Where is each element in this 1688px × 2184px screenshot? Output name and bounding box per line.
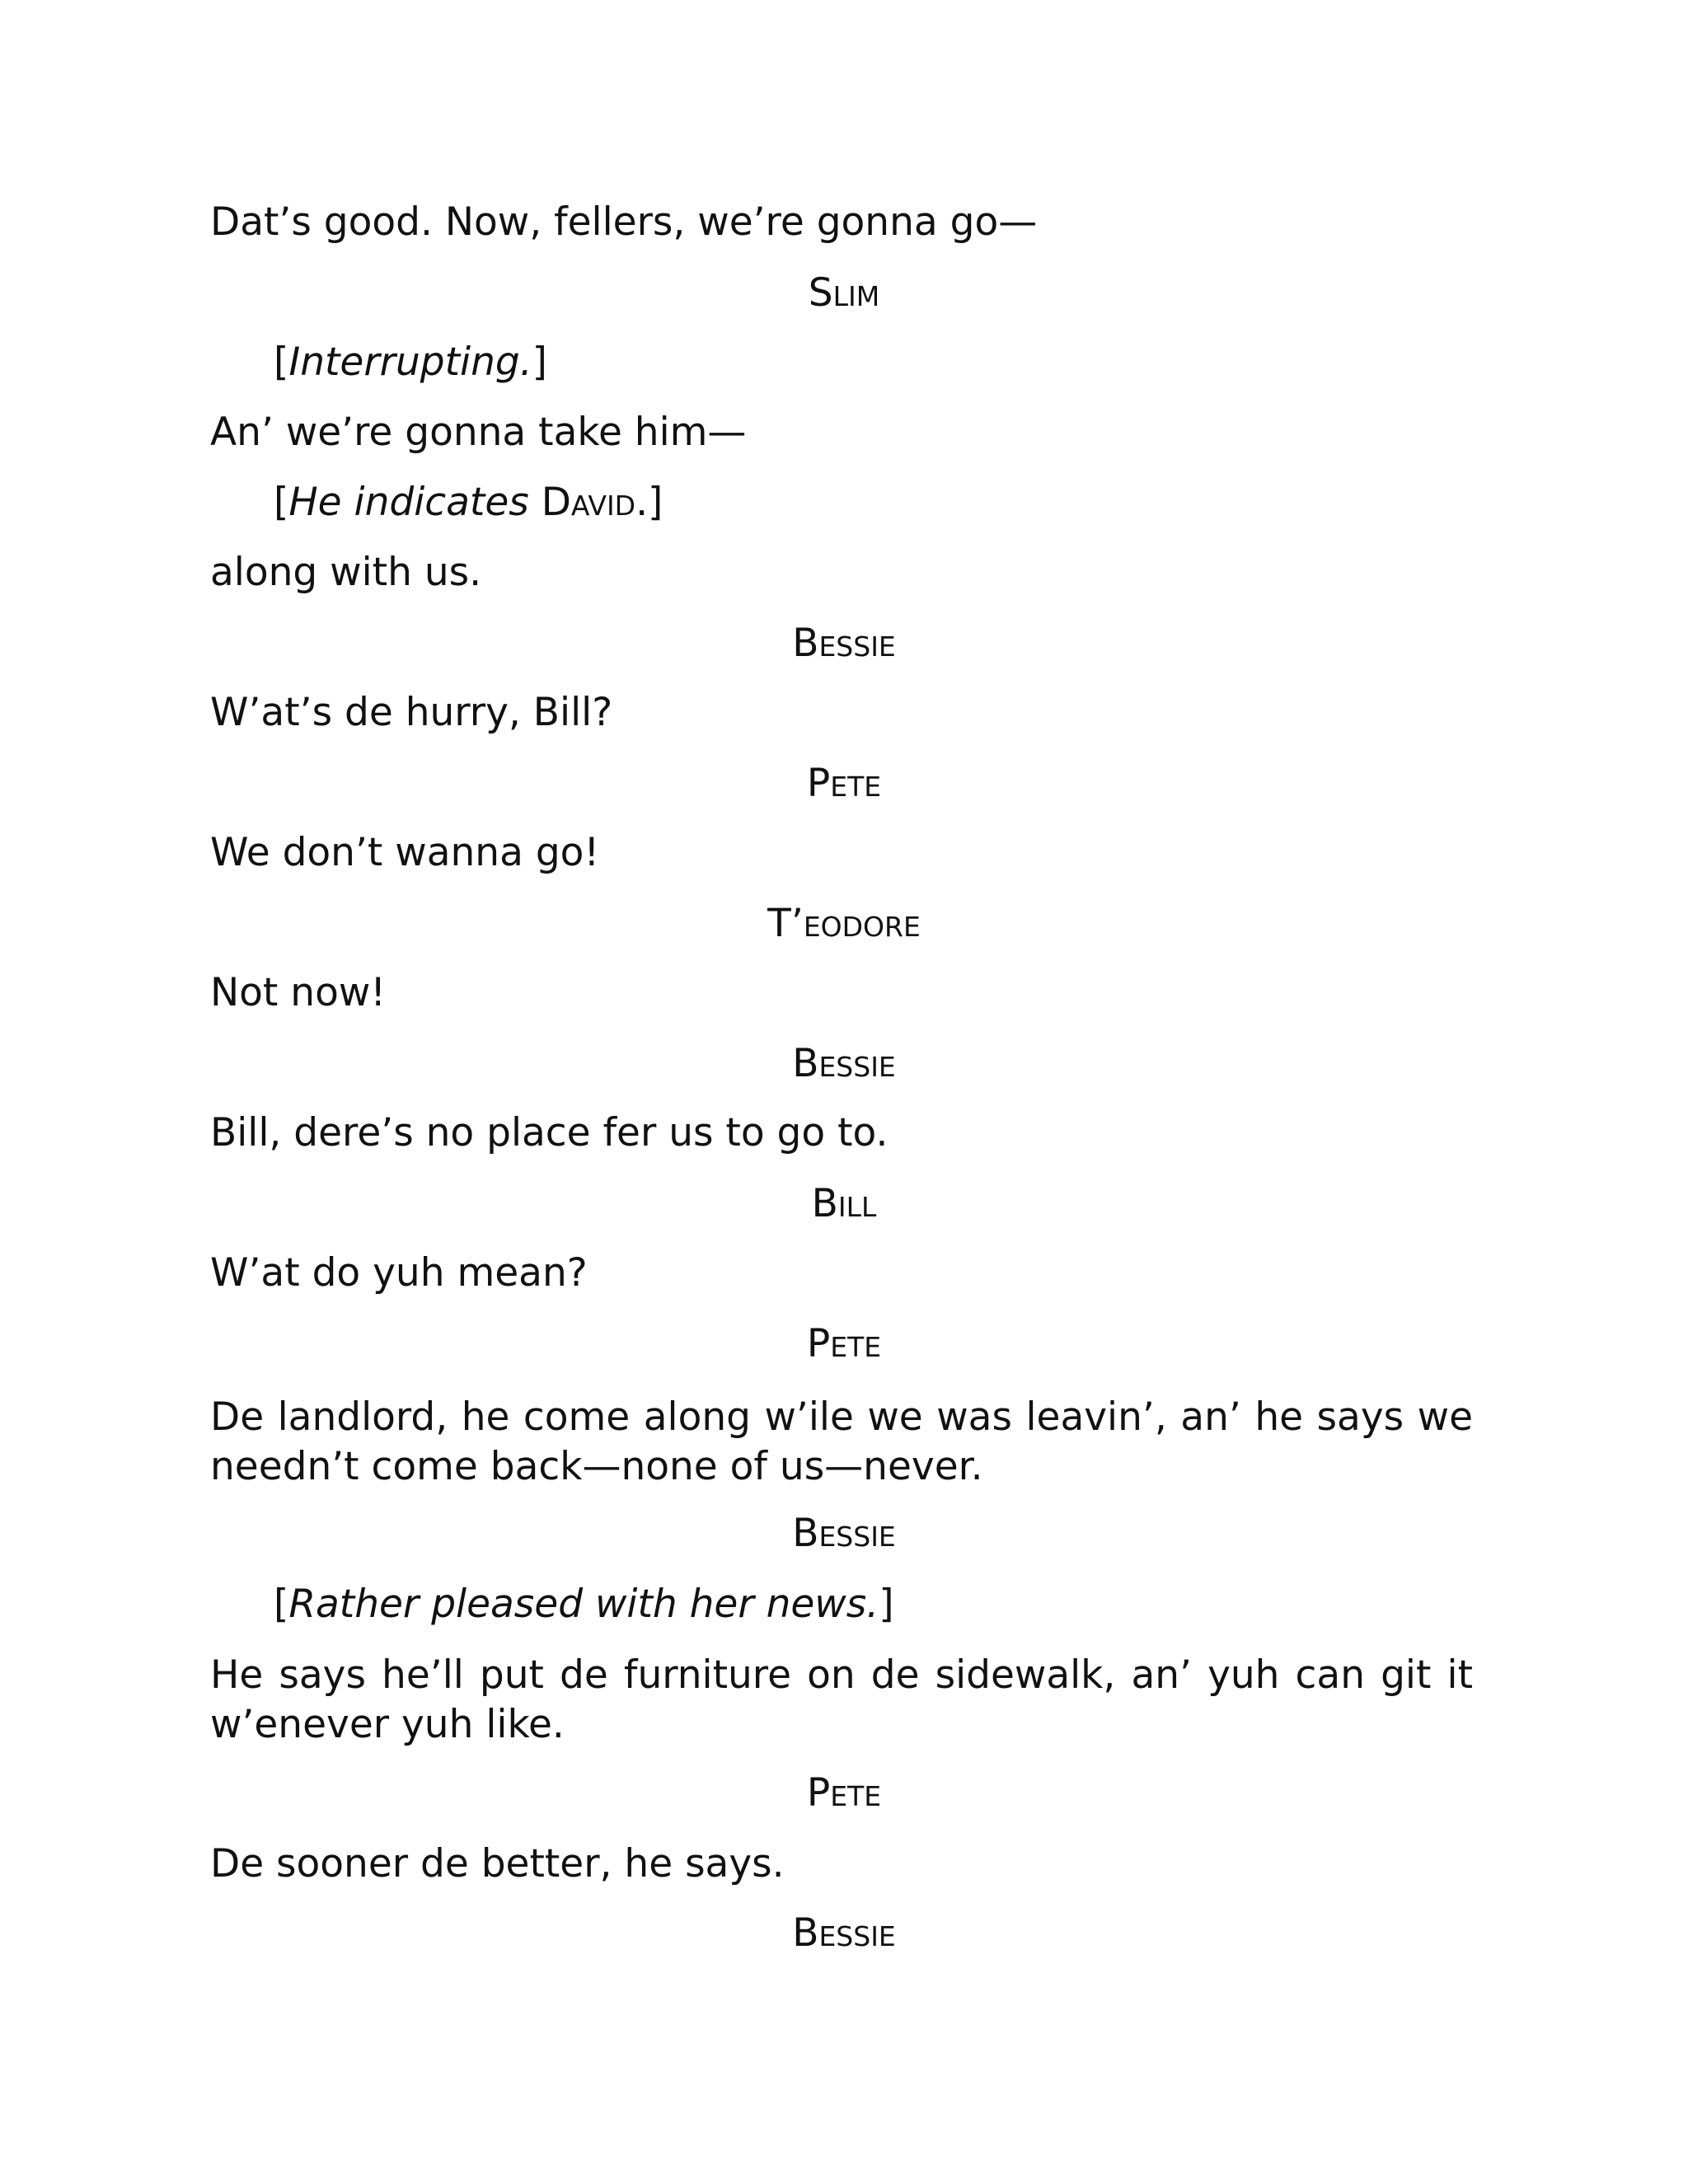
dialogue-line: De sooner de better, he says. [210, 1841, 785, 1886]
dialogue-line: Bill, dere’s no place fer us to go to. [210, 1110, 889, 1155]
bracket-close: ] [532, 340, 547, 385]
speaker-name: Bessie [792, 1041, 896, 1086]
dialogue-line: De landlord, he come along w’ile we was leavin’, an’ he says we needn’t come back—none of us—never. [210, 1394, 1473, 1489]
direction-text: He indicates [288, 480, 529, 525]
character-reference: David [541, 480, 636, 525]
dialogue-line: W’at’s de hurry, Bill? [210, 690, 613, 735]
stage-direction [274, 478, 663, 527]
bracket-open: [ [274, 340, 289, 385]
speaker-name: Pete [806, 761, 882, 806]
dialogue-line: We don’t wanna go! [210, 830, 600, 875]
dialogue-line: Dat’s good. Now, fellers, we’re gonna go— [210, 199, 1038, 245]
bracket-open: [ [274, 480, 289, 525]
speaker-name: Pete [806, 1770, 882, 1816]
dialogue-line: An’ we’re gonna take him— [210, 410, 747, 455]
dialogue-line: Not now! [210, 970, 387, 1015]
speaker-name: T’eodore [767, 901, 921, 946]
bracket-open: [ [274, 1582, 289, 1627]
direction-text: Rather pleased with her news. [288, 1582, 879, 1627]
speaker-name: Bill [811, 1181, 877, 1226]
direction-text: Interrupting. [288, 340, 532, 385]
stage-direction [274, 338, 547, 387]
bracket-close: .] [635, 480, 663, 525]
speaker-name: Bessie [792, 621, 896, 666]
dialogue-line: along with us. [210, 550, 482, 595]
speaker-name: Bessie [792, 1511, 896, 1556]
speaker-name: Pete [806, 1321, 882, 1366]
speaker-name: Bessie [792, 1910, 896, 1956]
stage-direction [274, 1580, 894, 1629]
dialogue-line: He says he’ll put de furniture on de sidewalk, an’ yuh can git it w’enever yuh like. [210, 1652, 1473, 1747]
speaker-name: Slim [808, 270, 880, 316]
bracket-close: ] [879, 1582, 894, 1627]
dialogue-line: W’at do yuh mean? [210, 1250, 588, 1296]
